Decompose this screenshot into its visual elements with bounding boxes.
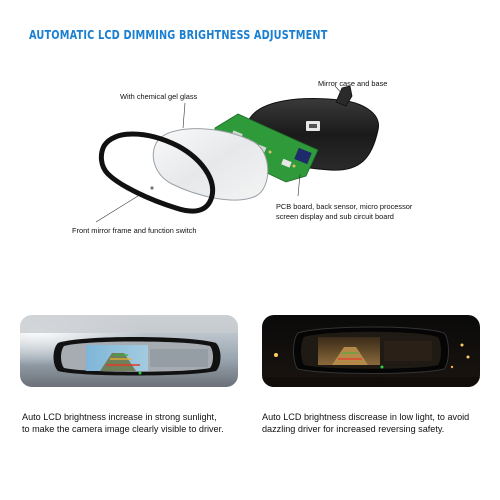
daylight-panel-image xyxy=(20,315,238,387)
night-panel-image xyxy=(262,315,480,387)
night-caption-line1: Auto LCD brightness discrease in low light, to avoid xyxy=(262,412,470,422)
page-title: AUTOMATIC LCD DIMMING BRIGHTNESS ADJUSTMENT xyxy=(29,27,328,42)
night-caption xyxy=(262,411,494,435)
label-gel-glass: With chemical gel glass xyxy=(120,92,198,101)
leader-gel-glass xyxy=(183,103,185,128)
label-pcb-line1: PCB board, back sensor, micro processor xyxy=(276,202,413,211)
daylight-caption-line1: Auto LCD brightness increase in strong sunlight, xyxy=(22,412,217,422)
daylight-caption xyxy=(22,411,254,435)
night-caption-line2: dazzling driver for increased reversing safety. xyxy=(262,424,445,434)
leader-front-frame xyxy=(96,196,138,222)
label-pcb-line2: screen display and sub circuit board xyxy=(276,212,394,221)
daylight-caption-line2: to make the camera image clearly visible to driver. xyxy=(22,424,224,434)
label-front-frame: Front mirror frame and function switch xyxy=(72,226,197,235)
label-mirror-case: Mirror case and base xyxy=(318,79,388,88)
